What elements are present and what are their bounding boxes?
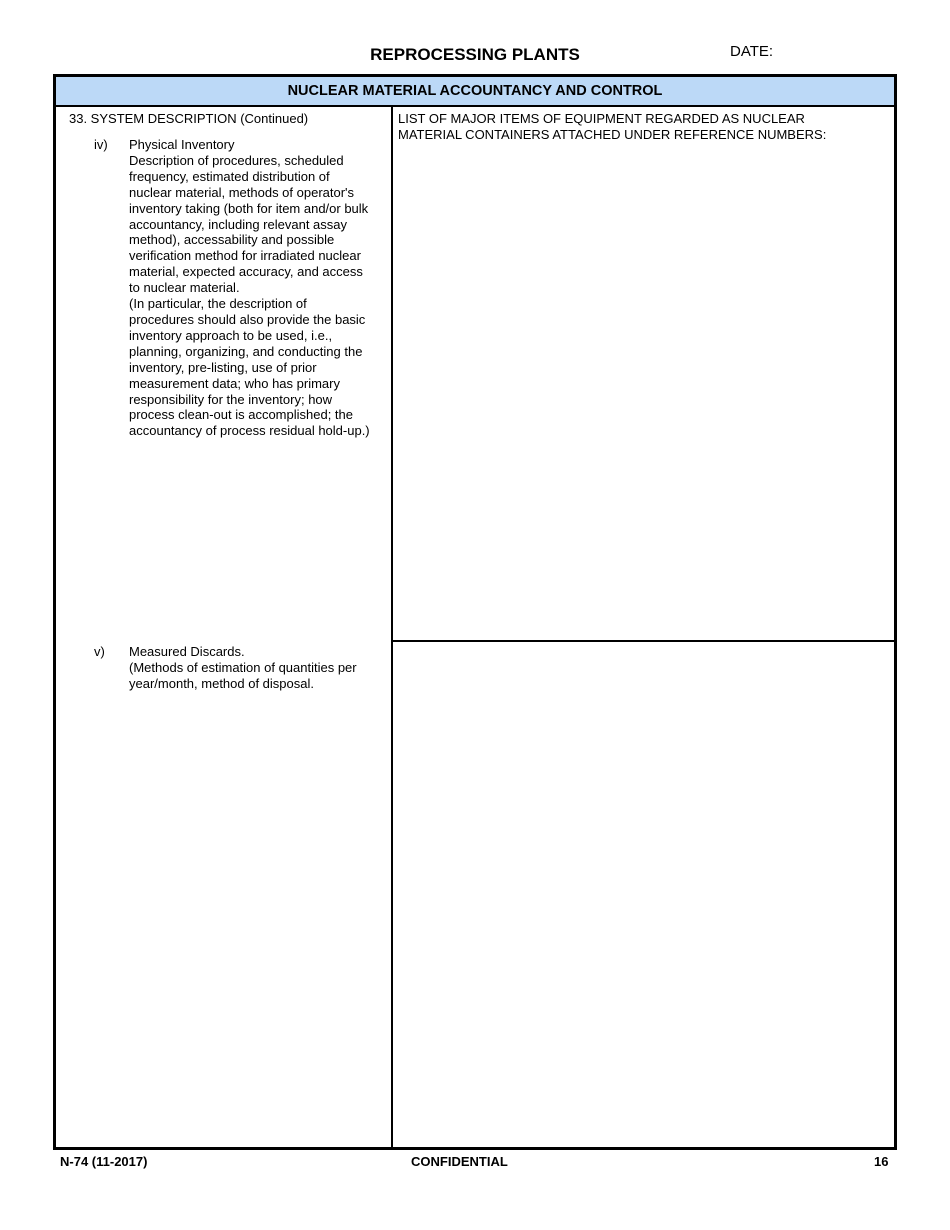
item-iv-line: accountancy of process residual hold-up.)	[129, 423, 370, 439]
item-iv-line: accountancy, including relevant assay	[129, 216, 347, 232]
item-iv-line: to nuclear material.	[129, 280, 240, 296]
item-iv-description	[129, 137, 391, 439]
item-iv-line: measurement data; who has primary	[129, 375, 340, 391]
row-divider	[393, 640, 894, 642]
item-iv-line: Description of procedures, scheduled	[129, 152, 344, 168]
item-iv-line: inventory, pre-listing, use of prior	[129, 359, 317, 375]
item-iv-line: process clean-out is accomplished; the	[129, 407, 354, 423]
item-iv-line: inventory approach to be used, i.e.,	[129, 327, 333, 343]
equipment-list-line: LIST OF MAJOR ITEMS OF EQUIPMENT REGARDED AS NUCLEAR	[398, 111, 805, 126]
classification: CONFIDENTIAL	[411, 1154, 508, 1169]
item-iv-line: planning, organizing, and conducting the	[129, 343, 363, 359]
item-iv-line: material, expected accuracy, and access	[129, 264, 363, 280]
item-v-number: v)	[94, 644, 105, 659]
page-title: REPROCESSING PLANTS	[370, 45, 580, 64]
equipment-list-heading	[398, 111, 888, 143]
column-divider	[391, 107, 393, 1147]
item-iv-line: (In particular, the description of	[129, 296, 307, 312]
page-number: 16	[874, 1154, 889, 1169]
item-iv-line: verification method for irradiated nuclear	[129, 248, 361, 264]
item-v-line: Measured Discards.	[129, 644, 245, 659]
item-iv-line: responsibility for the inventory; how	[129, 391, 333, 407]
item-iv-line: method), accessability and possible	[129, 232, 335, 248]
item-iv-number: iv)	[94, 137, 108, 152]
item-iv-line: frequency, estimated distribution of	[129, 168, 330, 184]
item-iv-line: Physical Inventory	[129, 137, 235, 152]
item-v-line: (Methods of estimation of quantities per	[129, 659, 357, 675]
item-v-line: year/month, method of disposal.	[129, 675, 314, 691]
form-table	[53, 74, 897, 1150]
item-iv-line: procedures should also provide the basic	[129, 311, 366, 327]
form-id: N-74 (11-2017)	[60, 1154, 148, 1169]
item-iv-line: nuclear material, methods of operator's	[129, 184, 355, 200]
item-v-description	[129, 644, 391, 692]
date-label: DATE:	[730, 43, 774, 60]
section-heading: 33. SYSTEM DESCRIPTION (Continued)	[69, 111, 309, 126]
item-iv-line: inventory taking (both for item and/or bulk	[129, 200, 369, 216]
section-header: NUCLEAR MATERIAL ACCOUNTANCY AND CONTROL	[56, 77, 894, 107]
equipment-list-line: MATERIAL CONTAINERS ATTACHED UNDER REFERENCE NUMBERS:	[398, 126, 827, 142]
